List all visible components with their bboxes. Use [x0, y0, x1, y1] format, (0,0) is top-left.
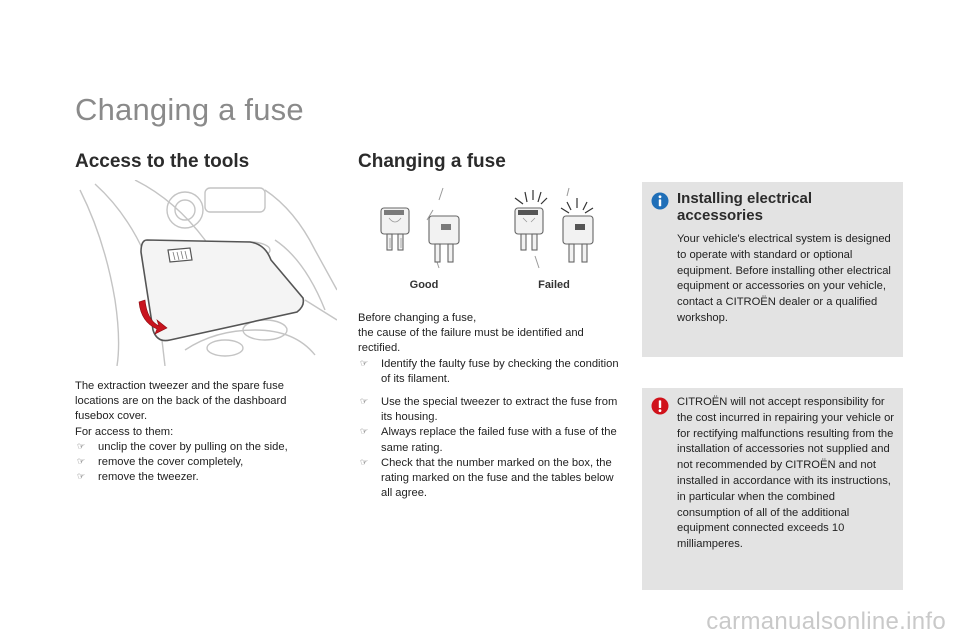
- list-item-text: remove the tweezer.: [98, 471, 199, 484]
- warning-box-text: CITROËN will not accept responsibility for the cost incurred in repairing your vehicle or for rectifying malfunctions resulting from the installation of accessories not supplied and not recommended by CITROËN and not installed in accordance with its instructions, in particular when the combined consumption of all of the additional equipment connected exceeds 10 milliamperes.: [677, 396, 895, 551]
- access-steps-list: [75, 440, 325, 486]
- info-box-title-line-2: accessories: [677, 207, 763, 224]
- list-item-text: remove the cover completely,: [98, 456, 244, 469]
- failed-fuse-illustration: [505, 186, 605, 276]
- changing-fuse-heading: Changing a fuse: [358, 151, 506, 172]
- access-intro: The extraction tweezer and the spare fuse locations are on the back of the dashboard fusebox cover.: [75, 380, 287, 423]
- pointing-hand-icon: ☞: [77, 457, 86, 468]
- info-box-text: Your vehicle's electrical system is designed to operate with standard or optional equipment. Before installing other electrical equipment or accessories on your vehicle, contact a CITROËN dealer or a qualified workshop.: [677, 233, 891, 324]
- access-tools-text: [75, 379, 325, 485]
- list-item-text: Use the special tweezer to extract the fuse from its housing.: [381, 396, 618, 424]
- access-tools-heading: Access to the tools: [75, 151, 250, 172]
- changing-intro-2: the cause of the failure must be identified and rectified.: [358, 327, 584, 355]
- list-item: [75, 455, 325, 470]
- dashboard-fusebox-illustration: [75, 180, 337, 366]
- list-item-text: Check that the number marked on the box, the rating marked on the fuse and the tables below all agree.: [381, 456, 614, 500]
- pointing-hand-icon: ☞: [77, 441, 86, 452]
- changing-fuse-text: [358, 311, 620, 501]
- info-box-title: [677, 190, 812, 224]
- electrical-accessories-info-box: [642, 182, 903, 357]
- list-item-text: Identify the faulty fuse by checking the condition of its filament.: [381, 357, 619, 385]
- responsibility-warning-box: [642, 388, 903, 590]
- access-lead: For access to them:: [75, 425, 174, 438]
- changing-intro-1: Before changing a fuse,: [358, 312, 477, 324]
- list-item: [75, 440, 325, 455]
- pointing-hand-icon: ☞: [360, 427, 369, 438]
- info-box-title-line-1: Installing electrical: [677, 190, 813, 207]
- list-item-text: Always replace the failed fuse with a fuse of the same rating.: [381, 426, 617, 454]
- list-item: [358, 425, 620, 455]
- good-fuse-label: Good: [409, 279, 439, 291]
- list-item: [358, 456, 620, 502]
- list-item: [358, 357, 620, 387]
- pointing-hand-icon: ☞: [77, 472, 86, 483]
- watermark-text: carmanualsonline.info: [706, 608, 946, 635]
- failed-fuse-label: Failed: [538, 279, 570, 291]
- pointing-hand-icon: ☞: [360, 358, 369, 369]
- list-item: [358, 395, 620, 425]
- info-icon: [651, 192, 669, 210]
- pointing-hand-icon: ☞: [360, 457, 369, 468]
- warning-icon: [651, 397, 669, 415]
- page-title: Changing a fuse: [75, 92, 304, 127]
- pointing-hand-icon: ☞: [360, 397, 369, 408]
- good-fuse-illustration: [375, 186, 475, 276]
- list-item: [75, 470, 325, 485]
- list-item-text: unclip the cover by pulling on the side,: [98, 440, 288, 453]
- changing-steps-list: [358, 357, 620, 502]
